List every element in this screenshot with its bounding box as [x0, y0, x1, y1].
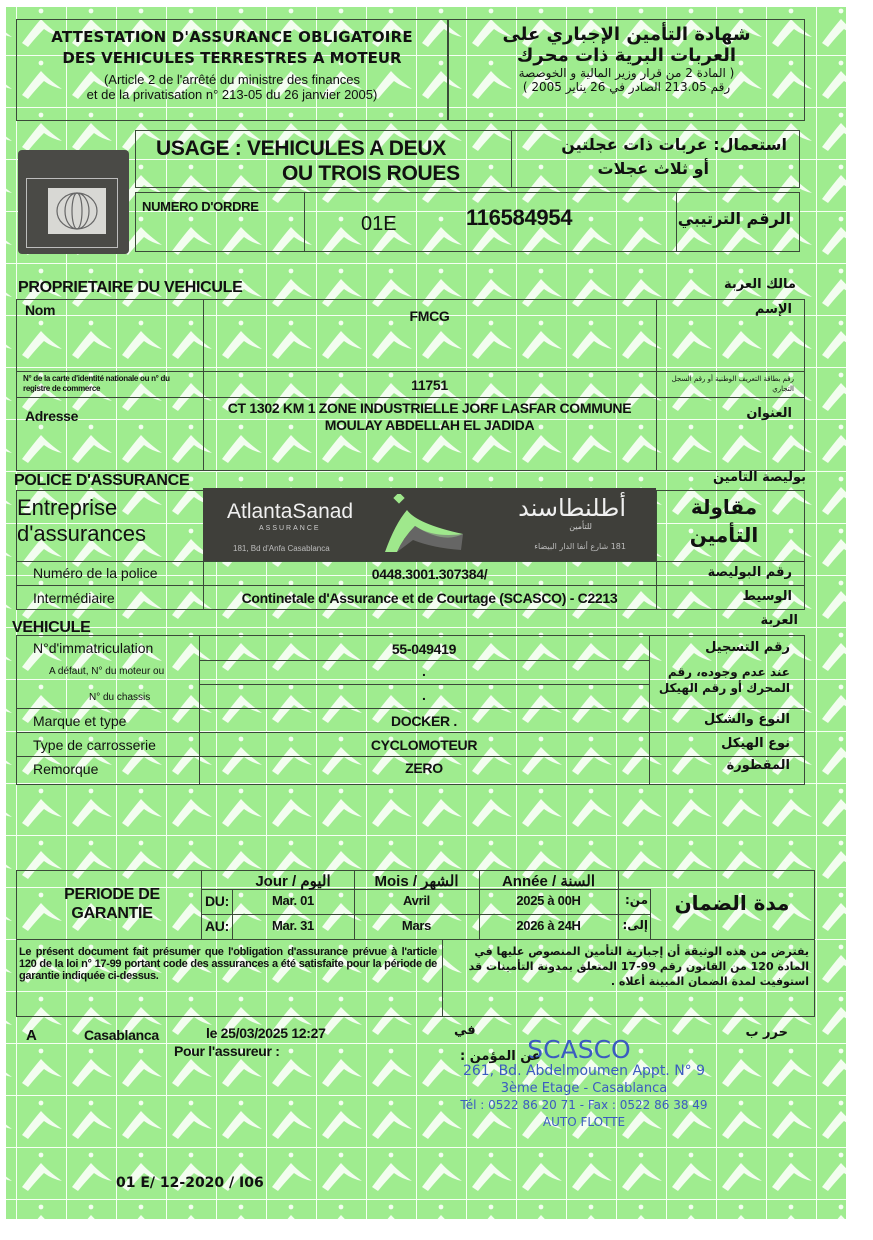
insurance-certificate — [6, 7, 846, 1219]
owner-section-title-ar: مالك العربة — [724, 277, 796, 292]
owner-section-title-fr: PROPRIETAIRE DU VEHICULE — [18, 279, 243, 296]
policy-table — [16, 490, 805, 610]
guarantee-period-table — [16, 870, 815, 940]
from-year: 2025 à 00H — [516, 893, 581, 908]
stamp-line3: Tél : 0522 86 20 71 - Fax : 0522 86 38 49 — [460, 1098, 708, 1112]
owner-name-label-ar: الإسم — [754, 302, 792, 317]
header-fr-box — [16, 19, 448, 121]
owner-id-value: 11751 — [411, 377, 448, 393]
subtitle-ar-line2: رقم 213.05 الصادر في 26 يناير 2005 ) — [522, 80, 731, 94]
col-year-header: Année / السنة — [501, 873, 596, 890]
trailer-label-ar: المقطورة — [726, 758, 790, 773]
brand-label-ar: النوع والشكل — [703, 712, 790, 727]
to-day: Mar. 31 — [272, 918, 314, 933]
usage-fr-line2: OU TROIS ROUES — [282, 162, 460, 185]
insurer-logo-sub-fr: ASSURANCE — [259, 525, 321, 532]
immat-label-fr: N°d'immatriculation — [33, 640, 154, 656]
brand-label-fr: Marque et type — [33, 713, 127, 729]
brand-value: DOCKER . — [390, 713, 458, 729]
col-month-header: Mois / الشهر — [374, 873, 459, 890]
issued-date: le 25/03/2025 12:27 — [206, 1025, 326, 1041]
insurer-logo-name-ar: أطلنطاسند — [518, 494, 626, 522]
policy-number-value: 0448.3001.307384/ — [371, 566, 488, 582]
intermediary-value: Continetale d'Assurance et de Courtage (SCASCO) - C2213 — [241, 590, 618, 606]
vehicle-section-title-fr: VEHICULE — [12, 619, 91, 636]
title-ar-line1: شهادة التأمين الإجباري على — [502, 24, 751, 45]
insurer-logo-address-fr: 181, Bd d'Anfa Casablanca — [233, 544, 330, 553]
to-month: Mars — [401, 918, 432, 933]
title-fr-line1: ATTESTATION D'ASSURANCE OBLIGATOIRE — [51, 28, 413, 46]
hologram-emblem-icon — [48, 188, 106, 234]
policy-section-title-ar: بوليصة التامين — [712, 470, 806, 485]
legal-notice-fr: Le présent document fait présumer que l'obligation d'assurance prévue à l'article 120 de la loi n° 17-99 portant code des assurances a été satisfaite pour la période de garantie indiquée ci-dessus. — [19, 946, 437, 982]
policy-section-title-fr: POLICE D'ASSURANCE — [14, 472, 190, 489]
order-number-box — [135, 192, 800, 252]
from-day: Mar. 01 — [272, 893, 314, 908]
owner-name-value: FMCG — [409, 308, 450, 324]
owner-address-label-ar: العنوان — [746, 406, 792, 421]
for-insurer-label: Pour l'assureur : — [174, 1043, 280, 1059]
insurer-logo — [203, 488, 656, 561]
form-code: 01 E/ 12-2020 / I06 — [116, 1175, 264, 1191]
owner-id-label-ar: رقم بطاقة التعريف الوطنية أو رقم السجل التجاري — [671, 375, 794, 393]
legal-notice-ar: يفترض من هذه الوثيقة أن إجبارية التأمين المنصوص عليها في المادة 120 من القانون رقم 99-17 المتعلق بمدونة التأمينات قد استوفيت لمدة الضمان المبينة أعلاه . — [468, 945, 809, 988]
immat-value: 55-049419 — [391, 641, 457, 657]
intermediary-label-fr: Intermédiaire — [33, 590, 115, 606]
order-number: 116584954 — [466, 205, 573, 230]
vehicle-table — [16, 635, 805, 785]
title-fr-line2: DES VEHICULES TERRESTRES A MOTEUR — [62, 49, 402, 67]
stamp-line2: 3ème Etage - Casablanca — [500, 1081, 668, 1096]
header-ar-box — [448, 19, 805, 121]
body-type-label-fr: Type de carrosserie — [33, 737, 156, 753]
insurer-logo-address-ar: 181 شارع أنفا الدار البيضاء — [534, 542, 626, 551]
body-type-value: CYCLOMOTEUR — [370, 737, 478, 753]
owner-name-label-fr: Nom — [25, 302, 56, 318]
from-month: Avril — [403, 893, 430, 908]
owner-address-value: CT 1302 KM 1 ZONE INDUSTRIELLE JORF LASFAR COMMUNE MOULAY ABDELLAH EL JADIDA — [227, 400, 632, 433]
vehicle-section-title-ar: العربة — [760, 613, 798, 628]
owner-address-label-fr: Adresse — [25, 408, 79, 424]
order-label-fr: NUMERO D'ORDRE — [142, 199, 259, 214]
usage-ar-line1: استعمال: عربات ذات عجلتين — [561, 135, 787, 154]
owner-id-label-fr: N° de la carte d'identité nationale ou n° du registre de commerce — [23, 374, 170, 393]
order-series: 01E — [361, 213, 397, 235]
to-label-ar: إلى: — [622, 918, 648, 932]
policy-number-label-fr: Numéro de la police — [33, 565, 158, 581]
col-day-header: Jour / اليوم — [255, 873, 331, 890]
insurer-label-fr: Entreprise d'assurances — [17, 495, 146, 546]
insurer-logo-name-fr: AtlantaSanad — [227, 500, 354, 523]
period-label-fr: PERIODE DE GARANTIE — [64, 886, 160, 922]
intermediary-label-ar: الوسيط — [742, 589, 792, 604]
stamp-line4: AUTO FLOTTE — [542, 1115, 626, 1129]
issued-at-label: A — [26, 1027, 37, 1044]
engine-label-fr-line2: N° du chassis — [89, 692, 151, 703]
issued-city: Casablanca — [84, 1027, 159, 1043]
period-label-ar: مدة الضمان — [674, 891, 790, 915]
to-year: 2026 à 24H — [516, 918, 581, 933]
policy-number-label-ar: رقم البوليصة — [707, 565, 792, 580]
chassis-value: . — [422, 687, 426, 703]
written-at-label-ar: حرر ب — [745, 1025, 788, 1040]
engine-value: . — [422, 663, 426, 679]
engine-label-ar: عند عدم وجوده، رقم المحرك أو رقم الهيكل — [658, 665, 790, 695]
subtitle-fr-line2: et de la privatisation n° 213-05 du 26 janvier 2005) — [86, 87, 378, 102]
atlantasanad-emblem-icon — [373, 494, 473, 556]
from-label-ar: من: — [624, 893, 648, 907]
insurer-label-signature-ar: عن المؤمن : — [460, 1049, 541, 1064]
subtitle-fr-line1: (Article 2 de l'arrêté du ministre des finances — [103, 72, 361, 87]
usage-box — [135, 130, 800, 188]
body-type-label-ar: نوع الهيكل — [721, 736, 790, 751]
from-label-fr: DU: — [205, 893, 229, 909]
stamp-line1: 261, Bd. Abdelmoumen Appt. N° 9 — [462, 1063, 706, 1079]
in-label-ar: في — [454, 1023, 476, 1038]
immat-label-ar: رقم التسجيل — [705, 640, 790, 655]
legal-notice-box — [16, 939, 815, 1017]
usage-fr-line1: USAGE : VEHICULES A DEUX — [156, 137, 446, 160]
trailer-value: ZERO — [405, 760, 443, 776]
insurer-logo-sub-ar: للتأمين — [569, 522, 592, 531]
to-label-fr: AU: — [205, 918, 229, 934]
stamp-name: SCASCO — [527, 1035, 631, 1064]
security-hologram — [18, 150, 129, 254]
title-ar-line2: العربات البرية ذات محرك — [516, 45, 737, 66]
trailer-label-fr: Remorque — [33, 761, 99, 777]
subtitle-ar-line1: ( المادة 2 من قرار وزير المالية و الخوصصة — [518, 66, 735, 80]
usage-ar-line2: أو ثلاث عجلات — [597, 159, 709, 178]
order-label-ar: الرقم الترتيبي — [677, 209, 791, 228]
engine-label-fr-line1: A défaut, N° du moteur ou — [49, 666, 165, 677]
owner-table — [16, 299, 805, 471]
insurer-label-ar: مقاولة التأمين — [689, 495, 759, 547]
